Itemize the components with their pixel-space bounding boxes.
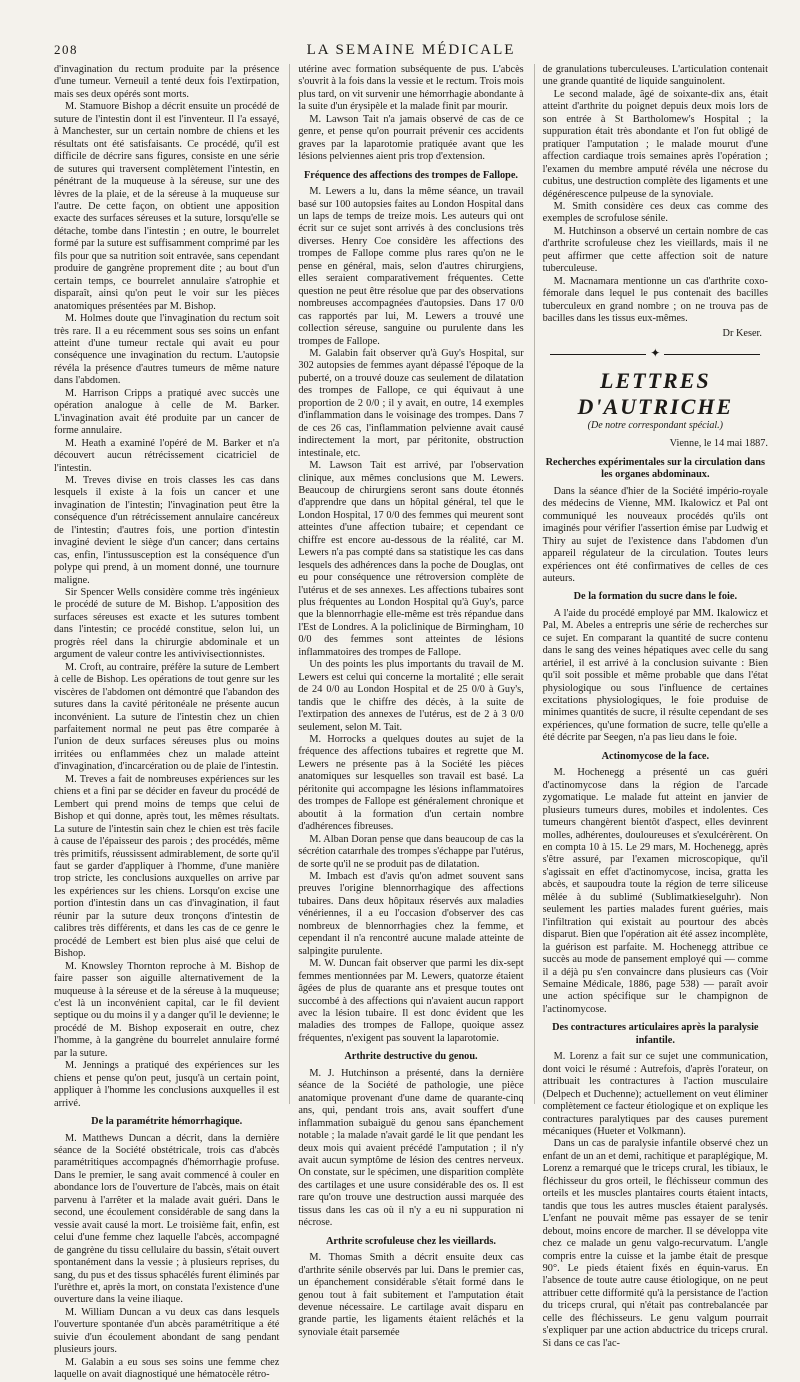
paragraph: utérine avec formation subséquente de pus. L'abcès s'ouvrit à la fois dans la vessie et le rectum. Trois mois plus tard, on vit survenir une hémorrhagie abondante à la suite d'un érysipèle et la malade finit par mourir. <box>298 64 524 113</box>
paragraph: M. Lorenz a fait sur ce sujet une communication, dont voici le résumé : Autrefois, d'après l'orateur, on attribuait les contractures à l'action musculaire (Delpech et Duchenne); actuellement on veut éliminer complètement ce facteur étiologique et on explique les contractures paralytiques par des causes purement mécaniques (Hueter et Volkmann). <box>542 1051 768 1137</box>
paragraph: M. Horrocks a quelques doutes au sujet de la fréquence des affections tubaires et regrette que M. Lewers ne présente pas à la Société les pièces anatomiques sur lesquelles son travail est basé. La péritonite qui accompagne les lésions inflammatoires des trompes de Fallope est généralement chronique et aboutit à la formation d'un certain nombre d'adhérences fibreuses. <box>298 734 524 833</box>
paragraph: Un des points les plus importants du travail de M. Lewers est celui qui concerne la mortalité ; elle serait de 24 0/0 au London Hospital et de 25 0/0 à Guy's, tandis que le chiffre des décès, à la suite de l'extirpation des annexes de l'utérus, est de 2 à 3 0/0 seulement, selon M. Tait. <box>298 659 524 733</box>
section-heading: Des contractures articulaires après la paralysie infantile. <box>552 1022 759 1046</box>
paragraph: M. Jennings a pratiqué des expériences sur les chiens et pense qu'on peut, jusqu'à un certain point, appliquer à l'homme les conclusions auxquelles il est arrivé. <box>54 1060 280 1109</box>
running-title: LA SEMAINE MÉDICALE <box>306 42 516 58</box>
paragraph: M. Treves divise en trois classes les cas dans lesquels il existe à la fois un cancer et une invagination de l'intestin; l'invagination peut être la conséquence d'un rétrécissement annulaire cancéreux de l'intestin; d'autres fois, une portion d'intestin invaginé devient le siège d'un cancer; dans certains cas, enfin, l'intussusception est la conséquence d'un polype qui prend, à un moment donné, une tournure maligne. <box>54 474 280 586</box>
section-heading: Arthrite scrofuleuse chez les vieillards. <box>326 1235 496 1247</box>
paragraph: de granulations tuberculeuses. L'articulation contenait une grande quantité de liquide sanguinolent. <box>542 64 768 88</box>
paragraph: M. Lewers a lu, dans la même séance, un travail basé sur 100 autopsies faites au London Hospital dans un laps de temps de treize mois. Les auteurs qui ont écrit sur ce sujet sont arrivés à des conclusions très diverses. Henry Coe considère les affections des trompes de Fallope comme plus rares qu'on ne le pense en général, mais, selon d'autres chirurgiens, elles seraient comparativement fréquentes. Cette question ne peut être résolue que par des observations nombreuses accompagnées d'autopsies. Dans 17 0/0 cas rapportés par lui, M. Lewers a trouvé une collection séreuse, sanguine ou purulente dans les trompes de Fallope. <box>298 186 524 347</box>
paragraph: d'invagination du rectum produite par la présence d'une tumeur. Verneuil a tenté deux fois l'extirpation, mais ses deux opérés sont morts. <box>54 64 280 100</box>
section-heading: De la formation du sucre dans le foie. <box>573 591 738 603</box>
paragraph: M. Alban Doran pense que dans beaucoup de cas la sécrétion catarrhale des trompes s'échappe par l'utérus, de sorte qu'il ne se produit pas de dilatation. <box>298 833 524 870</box>
paragraph: M. Matthews Duncan a décrit, dans la dernière séance de la Société obstétricale, trois cas d'abcès paramétritiques accompagnés d'hémorrhagie profuse. Dans le premier, le sang avait commencé à couler en abondance lors de l'ouverture de l'abcès, mais on était parvenu à l'arrêter et la malade avait guéri. Dans le second, une écoulement considérable de sang dans la vessie avait causé la mort. Le troisième fait, enfin, est celui d'une femme chez laquelle l'abcès, accompagné de gangrène du tissu cellulaire du bassin, s'était ouvert spontanément dans la vessie ; à plusieurs reprises, du sang, du pus et des tissus sphacélés furent éliminés par l'urèthre et, après la mort, on constata l'existence d'une ouverture dans la veine iliaque. <box>54 1132 280 1306</box>
paragraph: M. Imbach est d'avis qu'on admet souvent sans preuves l'origine blennorrhagique des affections tubaires. Dans deux hôpitaux réservés aux maladies vénériennes, il a eu l'occasion d'observer des cas nombreux de blennorrhagies chez la femme, et cependant il n'a rencontré aucune malade atteinte de salpingite purulente. <box>298 871 524 957</box>
paragraph: A l'aide du procédé employé par MM. Ikalowicz et Pal, M. Abeles a entrepris une série de recherches sur ce sujet. En comparant la quantité de sucre contenu dans le sang des veines hépatiques avec celle du sang artériel, il est arrivé à la conclusion suivante : Bien qu'il soit possible et même probable que dans l'état physiologique ou sous l'influence de certaines excitations physiologiques, le foie produise de minimes quantités de sucre, il résulte cependant de ses expériences, qu'une formation de sucre, telle qu'elle a été décrite par Seegen, n'a pas lieu dans le foie. <box>542 607 768 744</box>
section-heading: Actinomycose de la face. <box>601 750 710 762</box>
section-heading: De la paramétrite hémorrhagique. <box>91 1116 243 1128</box>
paragraph: M. Galabin a eu sous ses soins une femme chez laquelle on avait diagnostiqué une hématocèle rétro- <box>54 1356 280 1381</box>
paragraph: Dans un cas de paralysie infantile observé chez un enfant de un an et demi, rachitique et paraplégique, M. Lorenz a remarqué que le triceps crural, les tibiaux, le fléchisseur du gros orteil, le fléchisseur commun des orteils et les muscles plantaires courts étaient intacts, tandis que tous les autres muscles étaient paralysés. L'enfant ne pouvait même pas essayer de se tenir debout, moins encore de marcher. Il se développa vite chez ce malade un genu valgo-recurvatum. L'angle compris entre la cuisse et la jambe était de presque 90°. Le pieds étaient fixés en équin-varus. En l'absence de toute autre cause étiologique, on ne peut attribuer cette difformité qu'à la persistance de l'action du triceps crural, qui n'était pas contrebalancée par celle des fléchisseurs. Le genu valgum pourrait s'expliquer par une action abductrice du triceps crural. Si dans ce cas l'ac- <box>542 1138 768 1349</box>
paragraph: Dans la séance d'hier de la Société império-royale des médecins de Vienne, MM. Ikalowicz et Pal ont communiqué les nouveaux procédés qu'ils ont imaginés pour vérifier l'assertion émise par Ludwig et Thiry au sujet de l'existence dans l'abdomen d'un appareil régulateur de la circulation. Toutes leurs expériences ont été confirmatives de celles de ces auteurs. <box>542 485 768 584</box>
page-header <box>54 40 768 64</box>
letter-title: LETTRES D'AUTRICHE <box>577 367 734 419</box>
column-2 <box>289 64 524 1338</box>
paragraph: M. Harrison Cripps a pratiqué avec succès une opération analogue à celle de M. Barker. L'invagination avait été produite par un cancer de forme annulaire. <box>54 387 280 437</box>
paragraph: M. Hochenegg a présenté un cas guéri d'actinomycose dans la région de l'arcade zygomatique. Le malade fut atteint en janvier de plusieurs tumeurs dures, mobiles et indolentes. Ces tumeurs changèrent bientôt d'aspect, elles devinrent molles, adhérentes, douloureuses et s'exulcérèrent. On en compta 10 à 15. Le 29 mars, M. Hochenegg, après s'être assuré, par l'examen microscopique, qu'il s'agissait en effet d'actinomycose, incisa, gratta les abcès, et saupoudra toute la région de terre siliceuse mêlée à du sublimé (Sublimatkieselguhr). Non seulement les parties malades furent guéries, mais l'infiltration qui existait au pourtour des abcès disparut. Bien que l'opération ait été assez incomplète, la guérison est parfaite. M. Hochenegg attribue ce succès au mode de pansement employé qui — comme il a déjà pu s'en convaincre dans plusieurs cas (Voir Semaine Médicale, 1886, page 538) — paraît avoir une action spécifique sur le champignon de l'actinomycose. <box>542 767 768 1015</box>
paragraph: M. Lawson Tait n'a jamais observé de cas de ce genre, et pense qu'on pourrait prévenir ces accidents graves par la laparotomie pratiquée avant que les lésions pelviennes aient pris trop d'extension. <box>298 113 524 163</box>
letter-subtitle: (De notre correspondant spécial.) <box>587 419 723 431</box>
paragraph: M. Hutchinson a observé un certain nombre de cas d'arthrite scrofuleuse chez les vieillards, mais il ne peut affirmer que cette affection soit de nature tuberculeuse. <box>542 225 768 275</box>
page-number: 208 <box>54 42 78 57</box>
paragraph: M. Smith considère ces deux cas comme des exemples de scrofulose sénile. <box>542 200 768 225</box>
paragraph: M. Treves a fait de nombreuses expériences sur les chiens et a fini par se décider en faveur du procédé de Lembert qui prend moins de temps que celui de Bishop et qui donne, après tout, les mêmes résultats. La suture de l'intestin sain chez le chien est très facile à cause de l'épaisseur des parois ; des procédés, même très primitifs, réussissent admirablement, de sorte qu'il faut se garder d'appliquer à l'homme, d'une manière trop stricte, les conclusions auxquelles on arrive par les expériences sur les chiens. Lorsqu'on excise une portion d'intestin dans un cas d'invagination, il faut réunir par la suture deux tronçons d'intestin de calibres très différents, et dans les cas de ce genre le procédé de Lembert est bien plus aisé que celui de Bishop. <box>54 773 280 960</box>
paragraph: M. Holmes doute que l'invagination du rectum soit très rare. Il a eu récemment sous ses soins un enfant atteint d'une tumeur rectale qui avait eu pour conséquence une invagination du rectum. L'autopsie révéla la présence d'autres tumeurs de même nature dans l'abdomen. <box>54 313 280 387</box>
column-1 <box>54 64 280 1381</box>
column-3 <box>534 64 768 1349</box>
paragraph: M. Galabin fait observer qu'à Guy's Hospital, sur 302 autopsies de femmes ayant dépassé l'époque de la puberté, on a trouvé douze cas seulement de dilatation des trompes de Fallope, ce qui équivaut à une proportion de 2 0/0 ; il y avait, en outre, 14 exemples d'inflammation dans le voisinage des trompes. Dans 7 de ces 26 cas, l'inflammation pelvienne avait causé indirectement la mort, par péritonite, obstruction intestinale, etc. <box>298 347 524 459</box>
paragraph: M. Knowsley Thornton reproche à M. Bishop de faire passer son aiguille alternativement de la muqueuse à la séreuse et de la séreuse à la muqueuse; c'est là un inconvénient capital, car le fil devient septique ou du moins il y a danger qu'il le devienne; le procédé de M. Bishop exposerait en outre, chez l'homme, à la gangrène du bourrelet annulaire formé par la suture. <box>54 960 280 1059</box>
section-divider-ornament: ✦ <box>543 346 768 360</box>
section-heading: Recherches expérimentales sur la circulation dans les organes abdominaux. <box>545 456 765 481</box>
article-columns <box>54 64 768 1381</box>
paragraph: M. Croft, au contraire, préfère la suture de Lembert à celle de Bishop. Les opérations de tout genre sur les viscères de l'abdomen ont démontré que l'abandon des sutures dans la cavité péritonéale ne présente aucun inconvénient. La suture de l'intestin chez un chien parfaitement normal ne peut pas être comparée à l'union de deux surfaces séreuses plus ou moins irritées ou enflammées chez un malade atteint d'invagination, d'incarcération ou de plaie de l'intestin. <box>54 661 280 773</box>
paragraph: M. W. Duncan fait observer que parmi les dix-sept femmes mentionnées par M. Lewers, quatorze étaient âgées de plus de quarante ans et presque toutes ont succombé à des affections qui n'avaient aucun rapport avec la lésion tubaire. Il est donc évident que les maladies des trompes de Fallope, quoique assez fréquentes, n'exigent pas souvent la laparotomie. <box>298 958 524 1044</box>
paragraph: Le second malade, âgé de soixante-dix ans, était atteint d'arthrite du poignet depuis deux mois lors de son entrée à St Bartholomew's Hospital ; la suppuration était très abondante et l'on fut obligé de pratiquer l'amputation ; le malade mourut d'une affection cardiaque trois semaines après l'opération ; l'examen du membre amputé révéla une nécrose du cubitus, une destruction complète des ligaments et une dégénérescence pulpeuse de la synoviale. <box>542 88 768 200</box>
paragraph: M. William Duncan a vu deux cas dans lesquels l'ouverture spontanée d'un abcès paramétritique a été suivie d'un écoulement abondant de sang pendant plusieurs jours. <box>54 1306 280 1356</box>
author-signature: Dr Keser. <box>722 327 762 339</box>
dateline: Vienne, le 14 mai 1887. <box>669 438 768 450</box>
paragraph: M. Lawson Tait est arrivé, par l'observation clinique, aux mêmes conclusions que M. Lewers. Beaucoup de chirurgiens seront sans doute étonnés d'apprendre que dans un hôpital général, tel que le London Hospital, 17 0/0 des femmes qui meurent sont atteintes d'une affection tubaire; et cependant ce chiffre est encore au-dessous de la réalité, car M. Lewers n'a pas compté dans sa statistique les cas dans lesquels des adhérences dans la poche de Douglas, ont eu pour conséquence une rétroversion complète de l'utérus et de ses annexes. Les affections tubaires sont plus fréquentes au London Hospital qu'à Guy's, parce que la blennorrhagie elle-même est très répandue dans l'Est de Londres. A la policlinique de Birmingham, 10 0/0 des femmes sont atteintes de lésions inflammatoires des trompes de Fallope. <box>298 460 524 658</box>
paragraph: M. Macnamara mentionne un cas d'arthrite coxo-fémorale dans lequel le pus contenait des bacilles tuberculeux en grand nombre ; on ne trouva pas de bacilles dans les tissus eux-mêmes. <box>542 275 768 325</box>
section-heading: Arthrite destructive du genou. <box>344 1051 478 1063</box>
paragraph: M. Stamuore Bishop a décrit ensuite un procédé de suture de l'intestin dont il est l'inventeur. Il l'a essayé, à Manchester, sur un certain nombre de chiens et les résultats ont été satisfaisants. Ce procédé, qu'il est difficile de décrire sans figures, consiste en une série de sutures qui traversent complètement l'intestin, en pénétrant de la muqueuse à la séreuse, sur une des lèvres de la plaie, et de la séreuse à la muqueuse sur l'autre. De cette façon, on obtient une apposition exacte des surfaces séreuses et la suture, lorsqu'elle se détache, tombe dans l'intestin ; en outre, le bourrelet formé par la suture est suffisamment comprimé par les fils pour que sa nutrition soit entravée, sans cependant produire de gangrène proprement dite ; au bout d'un certain temps, ce bourrelet annulaire s'atrophie et disparaît, ainsi qu'on peut le voir sur les pièces anatomiques présentées par M. Bishop. <box>54 101 280 312</box>
paragraph: M. J. Hutchinson a présenté, dans la dernière séance de la Société de pathologie, une pièce anatomique provenant d'une dame de quarante-cinq ans, qui, pendant trois ans, avait souffert d'une inflammation subaiguë du genou sans épanchement notable ; la malade n'avait gardé le lit que pendant les deux mois qui avaient précédé l'amputation ; il n'y avait aucun symptôme de lésion des centres nerveux. On constate, sur le spécimen, une disparition complète des cartilages et une usure considérable des os. Il est rare qu'on trouve une destruction aussi marquée des tissus dans les cas où il n'y a eu ni suppuration ni nécrose. <box>298 1067 524 1229</box>
paragraph: Sir Spencer Wells considère comme très ingénieux le procédé de suture de M. Bishop. L'apposition des surfaces séreuses est exacte et les sutures tombent dans l'intestin; ce procédé constitue, selon lui, un progrès réel dans la chirurgie abdominale et un argument de valeur contre les antivivisectionnistes. <box>54 587 280 661</box>
section-heading: Fréquence des affections des trompes de Fallope. <box>303 169 518 181</box>
paragraph: M. Thomas Smith a décrit ensuite deux cas d'arthrite sénile observés par lui. Dans le premier cas, un épanchement considérable s'était formé dans le genou tout à fait subitement et l'amputation était devenue nécessaire. Le cartilage avait disparu en grande partie, les ligaments étaient relâchés et la synoviale était parsemée <box>298 1252 524 1338</box>
paragraph: M. Heath a examiné l'opéré de M. Barker et n'a découvert aucun rétrécissement cicatriciel de l'intestin. <box>54 437 280 474</box>
